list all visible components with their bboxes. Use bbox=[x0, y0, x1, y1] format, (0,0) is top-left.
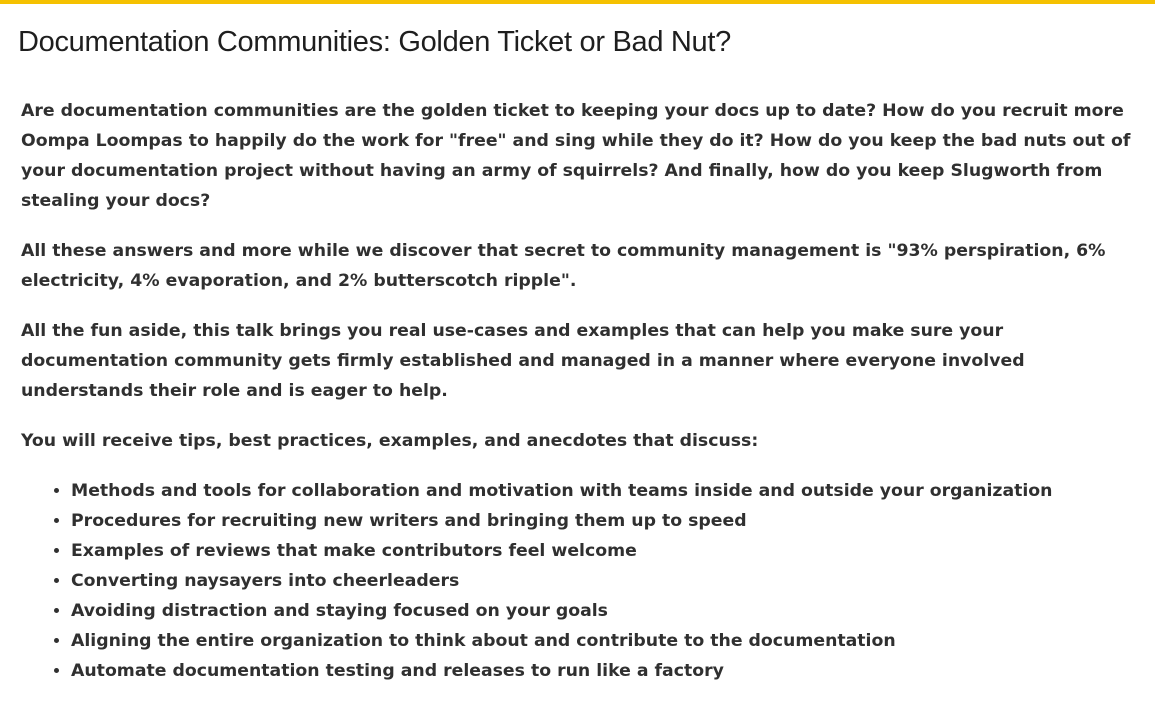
list-item: • Methods and tools for collaboration and motivation with teams inside and outside your organization bbox=[71, 476, 1136, 506]
list-item: • Aligning the entire organization to think about and contribute to the documentation bbox=[71, 626, 1136, 656]
article-body bbox=[21, 96, 1136, 686]
list-item: • Converting naysayers into cheerleaders bbox=[71, 566, 1136, 596]
quote-paragraph: All these answers and more while we discover that secret to community management is "93% perspiration, 6% electricity, 4% evaporation, and 2% butterscotch ripple". bbox=[21, 241, 1106, 291]
list-item: • Automate documentation testing and releases to run like a factory bbox=[71, 656, 1136, 686]
intro-paragraph: Are documentation communities are the golden ticket to keeping your docs up to date? How do you recruit more Oompa Loompas to happily do the work for "free" and sing while they do it? How do you keep the bad nuts out of your documentation project without having an army of squirrels? And finally, how do you keep Slugworth from stealing your docs? bbox=[21, 101, 1131, 211]
accent-top-bar bbox=[0, 0, 1155, 4]
list-item: • Examples of reviews that make contributors feel welcome bbox=[71, 536, 1136, 566]
topics-list bbox=[21, 476, 1136, 686]
list-item: • Procedures for recruiting new writers and bringing them up to speed bbox=[71, 506, 1136, 536]
page-title: Documentation Communities: Golden Ticket or Bad Nut? bbox=[18, 26, 731, 58]
list-item: • Avoiding distraction and staying focused on your goals bbox=[71, 596, 1136, 626]
summary-paragraph: All the fun aside, this talk brings you real use-cases and examples that can help you make sure your documentation community gets firmly established and managed in a manner where everyone involved understands their role and is eager to help. bbox=[21, 321, 1025, 401]
topics-lead-in: You will receive tips, best practices, examples, and anecdotes that discuss: bbox=[21, 431, 759, 451]
